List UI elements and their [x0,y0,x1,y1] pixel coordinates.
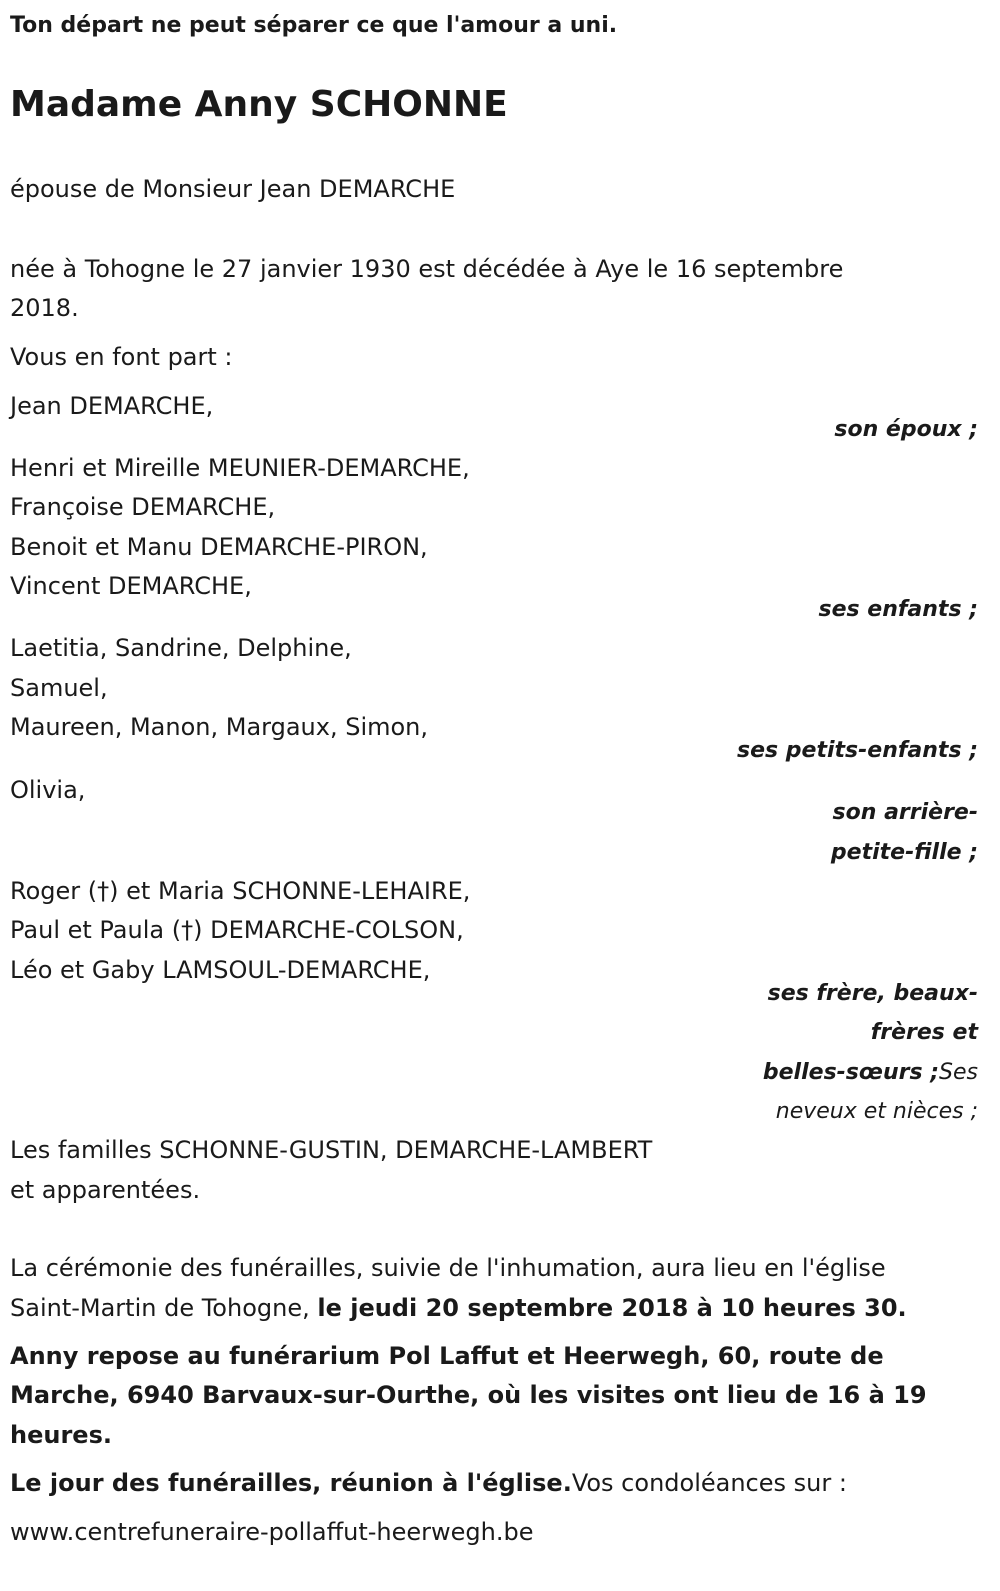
role-children: ses enfants ; [818,597,978,622]
role-siblings: ses frère, beaux- [767,981,978,1006]
ceremony-line-1: La cérémonie des funérailles, suivie de l'inhumation, aura lieu en l'église [10,1254,886,1282]
sibling-names: Paul et Paula (†) DEMARCHE-COLSON, [10,916,464,944]
role-nephews: neveux et nièces ; [775,1099,978,1124]
child-name: Vincent DEMARCHE, [10,572,252,600]
ceremony-place: Saint-Martin de Tohogne, [10,1294,318,1322]
great-granddaughter-name: Olivia, [10,776,86,804]
meeting-info: Le jour des funérailles, réunion à l'église. [10,1469,572,1497]
meeting-line [10,1464,847,1504]
family-spouse-name: Jean DEMARCHE, [10,392,214,420]
motto: Ton départ ne peut séparer ce que l'amour a uni. [10,13,618,38]
birth-death-line-2: 2018. [10,294,79,322]
families-line-2: et apparentées. [10,1176,201,1204]
families-line-1: Les familles SCHONNE-GUSTIN, DEMARCHE-LAMBERT [10,1136,653,1164]
role-great-granddaughter: petite-fille ; [830,840,978,865]
role-nephews-start: Ses [939,1060,978,1085]
role-siblings [763,1053,978,1093]
role-spouse: son époux ; [834,417,978,442]
birth-death-line-1: née à Tohogne le 27 janvier 1930 est décédée à Aye le 16 septembre [10,255,844,283]
condolences-label: Vos condoléances sur : [571,1469,847,1497]
rest-line-2: Marche, 6940 Barvaux-sur-Ourthe, où les visites ont lieu de 16 à 19 [10,1381,927,1409]
rest-line-1: Anny repose au funérarium Pol Laffut et Heerwegh, 60, route de [10,1342,884,1370]
spouse-line: épouse de Monsieur Jean DEMARCHE [10,175,456,203]
deceased-name: Madame Anny SCHONNE [10,84,508,125]
ceremony-date: le jeudi 20 septembre 2018 à 10 heures 30. [317,1294,907,1322]
sibling-names: Léo et Gaby LAMSOUL-DEMARCHE, [10,956,431,984]
ceremony-line-2 [10,1289,907,1329]
role-siblings-end: belles-sœurs ; [762,1060,940,1085]
website-link[interactable]: www.centrefuneraire-pollaffut-heerwegh.be [10,1518,534,1546]
announce-line: Vous en font part : [10,343,233,371]
grandchild-names: Maureen, Manon, Margaux, Simon, [10,713,429,741]
role-siblings: frères et [870,1020,978,1045]
role-great-granddaughter: son arrière- [832,800,978,825]
child-name: Françoise DEMARCHE, [10,493,276,521]
child-name: Henri et Mireille MEUNIER-DEMARCHE, [10,454,470,482]
grandchild-names: Samuel, [10,674,108,702]
role-grandchildren: ses petits-enfants ; [737,738,978,763]
child-name: Benoit et Manu DEMARCHE-PIRON, [10,533,428,561]
rest-line-3: heures. [10,1421,112,1449]
sibling-names: Roger (†) et Maria SCHONNE-LEHAIRE, [10,877,471,905]
grandchild-names: Laetitia, Sandrine, Delphine, [10,634,352,662]
